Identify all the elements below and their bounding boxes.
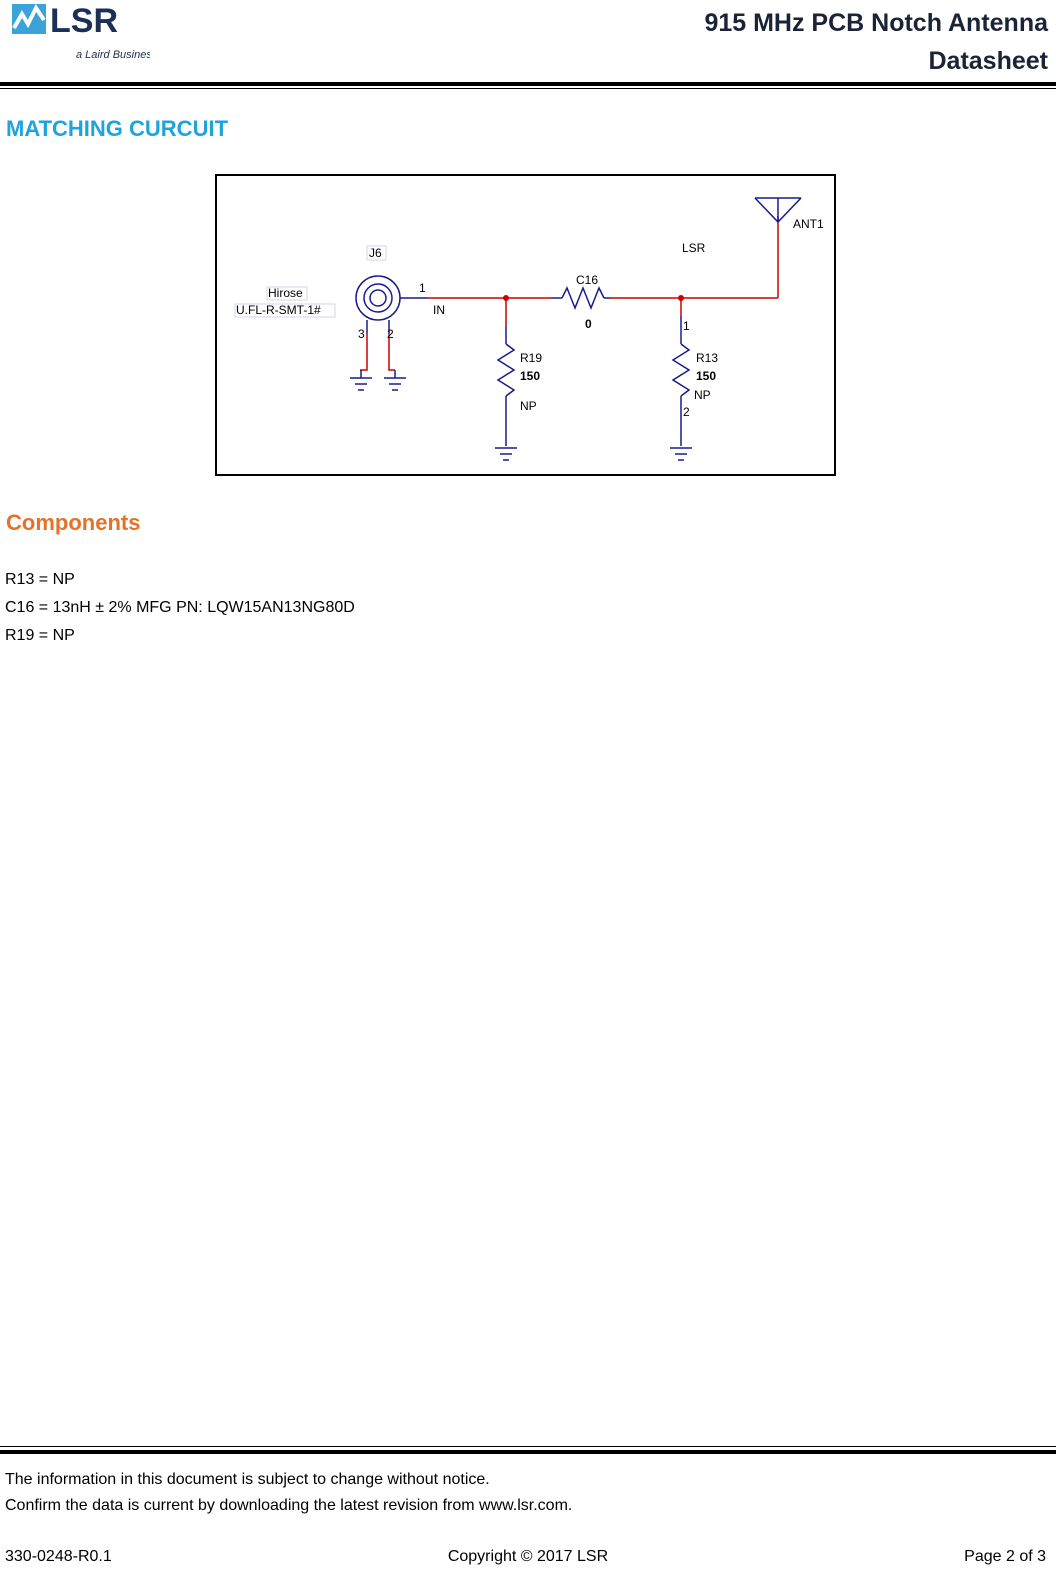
document-title [704, 4, 1048, 80]
label-c16-value: 0 [585, 317, 592, 331]
ground-symbol-r19 [495, 448, 517, 460]
ground-symbol-j6-a [350, 370, 372, 390]
matching-circuit-heading: MATCHING CURCUIT [6, 116, 229, 141]
component-line-c16: C16 = 13nH ± 2% MFG PN: LQW15AN13NG80D [5, 599, 355, 616]
label-r13-pin1: 1 [683, 319, 690, 333]
header-rule-thin [0, 88, 1056, 89]
j6-connector [356, 276, 400, 320]
r19-resistor [498, 326, 514, 446]
matching-circuit-schematic [215, 174, 836, 476]
c16-component [551, 288, 610, 308]
copyright: Copyright © 2017 LSR [447, 1548, 609, 1565]
label-c16: C16 [576, 273, 599, 287]
label-r19-np: NP [520, 399, 537, 413]
lsr-logo [10, 0, 150, 64]
label-j6: J6 [369, 246, 382, 260]
label-net-in: IN [433, 303, 445, 317]
label-r19-value: 150 [520, 369, 541, 383]
label-r13: R13 [696, 351, 719, 365]
label-hirose: Hirose [268, 286, 303, 300]
logo-text: LSR [50, 2, 118, 40]
footer-notice-line-1: The information in this document is subject to change without notice. [5, 1471, 490, 1488]
ground-symbol-j6-b [384, 370, 406, 390]
title-line-2: Datasheet [928, 47, 1048, 75]
logo-tagline: a Laird Business [76, 49, 150, 61]
title-line-1: 915 MHz PCB Notch Antenna [704, 9, 1048, 37]
label-j6-pin1: 1 [419, 281, 426, 295]
ground-symbol-r13 [670, 448, 692, 460]
header-rule-thick [0, 82, 1056, 86]
footer-rule-thick [0, 1450, 1056, 1454]
label-r13-value: 150 [696, 369, 717, 383]
page-number: Page 2 of 3 [964, 1548, 1046, 1565]
components-heading: Components [6, 510, 141, 535]
label-j6-pin2: 2 [387, 327, 394, 341]
component-line-r13: R13 = NP [5, 571, 75, 588]
label-r13-np: NP [694, 388, 711, 402]
component-line-r19: R19 = NP [5, 627, 75, 644]
label-connector-part: U.FL-R-SMT-1# [236, 303, 321, 317]
footer-rule-thin [0, 1446, 1056, 1447]
label-r13-pin2: 2 [683, 405, 690, 419]
r13-resistor [673, 316, 689, 446]
label-r19: R19 [520, 351, 543, 365]
label-j6-pin3: 3 [358, 327, 365, 341]
document-number: 330-0248-R0.1 [5, 1548, 112, 1565]
label-lsr: LSR [682, 241, 706, 255]
label-ant1: ANT1 [793, 217, 824, 231]
footer-notice-line-2: Confirm the data is current by downloading the latest revision from www.lsr.com. [5, 1497, 573, 1514]
